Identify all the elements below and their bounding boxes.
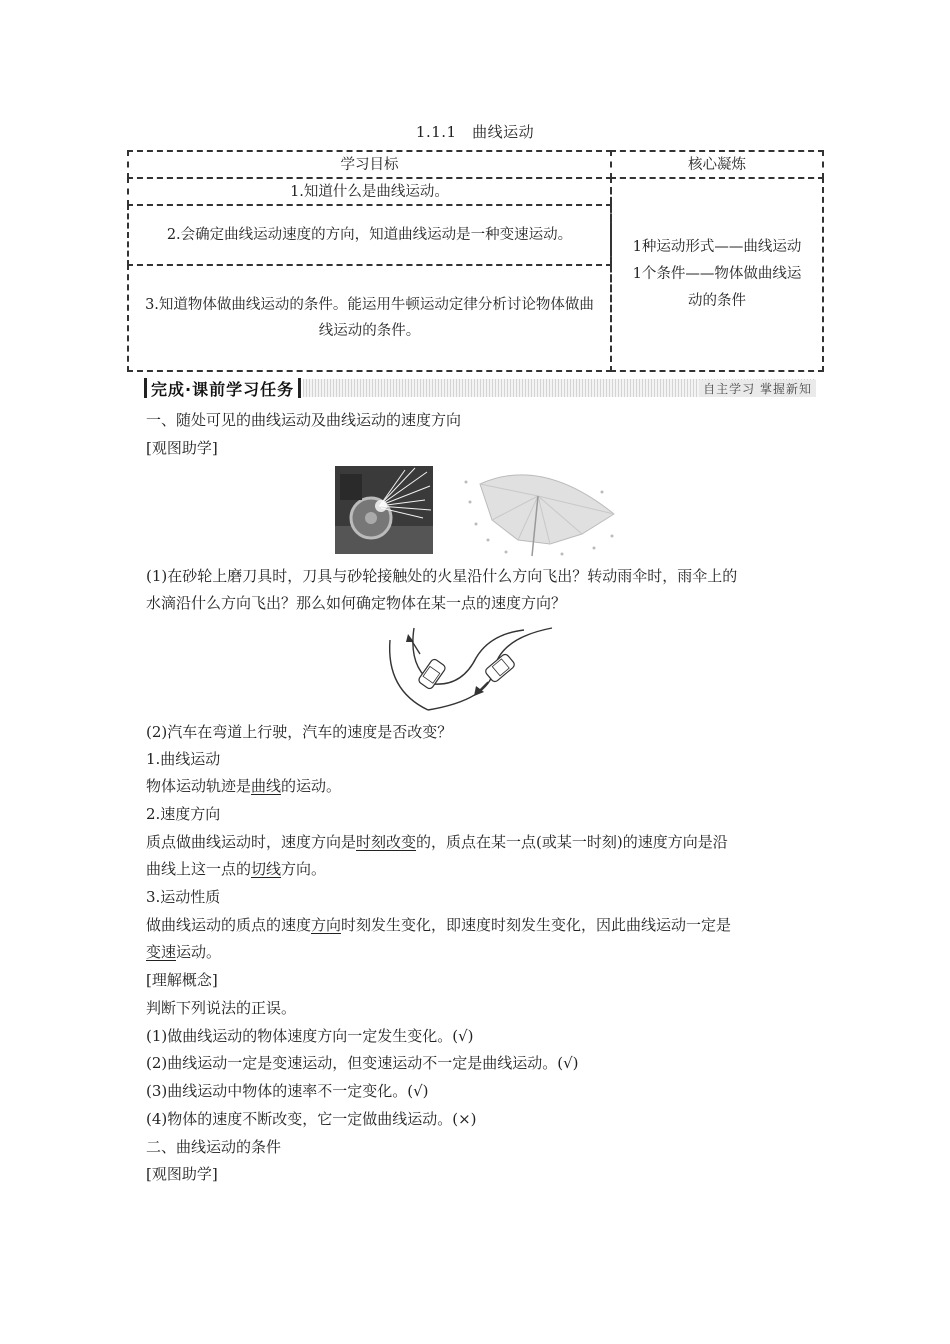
judge-item-4: (4)物体的速度不断改变，它一定做曲线运动。(×) [146, 1110, 477, 1128]
answer-tangent: 切线 [251, 860, 282, 878]
text-span: 的，质点在某一点(或某一时刻)的速度方向是沿 [416, 833, 728, 851]
banner-stripe [303, 379, 816, 397]
judge-intro: 判断下列说法的正误。 [146, 999, 297, 1017]
header-learning-goals: 学习目标 [127, 150, 612, 179]
header-core-summary: 核心凝炼 [610, 150, 824, 179]
judge-item-3: (3)曲线运动中物体的速率不一定变化。(√) [146, 1082, 429, 1100]
answer-variable-speed: 变速 [146, 943, 177, 961]
banner-divider [298, 378, 301, 398]
question-1-line-2: 水滴沿什么方向飞出？那么如何确定物体在某一点的速度方向？ [146, 594, 567, 612]
answer-direction: 方向 [311, 916, 342, 934]
page-title: 1.1.1 曲线运动 [415, 123, 535, 141]
concept-tag: [理解概念] [146, 971, 218, 989]
banner-left-bar [144, 378, 147, 398]
section-banner [144, 377, 816, 399]
text-span: 运动。 [176, 943, 222, 961]
text-span: 做曲线运动的质点的速度 [146, 916, 312, 934]
curved-road-image [384, 626, 554, 714]
point-2-text-line-2 [146, 858, 326, 879]
answer-curve: 曲线 [251, 777, 282, 795]
text-span: 的运动。 [281, 777, 342, 795]
point-3-text-line-1 [146, 914, 731, 935]
objectives-table [127, 150, 824, 372]
banner-title: 完成·课前学习任务 [151, 379, 295, 399]
section-2-heading: 二、曲线运动的条件 [146, 1138, 282, 1156]
objective-3: 3.知道物体做曲线运动的条件。能运用牛顿运动定律分析讨论物体做曲线运动的条件。 [127, 264, 612, 372]
judge-item-1: (1)做曲线运动的物体速度方向一定发生变化。(√) [146, 1027, 474, 1045]
core-summary: 1种运动形式——曲线运动 1个条件——物体做曲线运动的条件 [610, 177, 824, 372]
text-span: 质点做曲线运动时，速度方向是 [146, 833, 357, 851]
banner-right-text: 自主学习 掌握新知 [699, 380, 816, 397]
text-span: 曲线上这一点的 [146, 860, 252, 878]
point-1-title: 1.曲线运动 [146, 750, 221, 768]
view-tag-1: [观图助学] [146, 439, 218, 457]
grinding-wheel-image [335, 466, 433, 554]
section-1-heading: 一、随处可见的曲线运动及曲线运动的速度方向 [146, 411, 462, 429]
objective-2: 2.会确定曲线运动速度的方向，知道曲线运动是一种变速运动。 [127, 204, 612, 266]
judge-item-2: (2)曲线运动一定是变速运动，但变速运动不一定是曲线运动。(√) [146, 1054, 579, 1072]
question-1-line-1: (1)在砂轮上磨刀具时，刀具与砂轮接触处的火星沿什么方向飞出？转动雨伞时，雨伞上的 [146, 567, 738, 585]
text-span: 时刻发生变化，即速度时刻发生变化，因此曲线运动一定是 [341, 916, 732, 934]
umbrella-image [462, 462, 622, 558]
answer-always-changing: 时刻改变 [356, 833, 417, 851]
point-3-title: 3.运动性质 [146, 888, 221, 906]
view-tag-2: [观图助学] [146, 1165, 218, 1183]
point-2-title: 2.速度方向 [146, 805, 221, 823]
text-span: 物体运动轨迹是 [146, 777, 252, 795]
point-1-text [146, 775, 341, 796]
text-span: 方向。 [281, 860, 327, 878]
question-2: (2)汽车在弯道上行驶，汽车的速度是否改变？ [146, 723, 453, 741]
point-3-text-line-2 [146, 941, 221, 962]
point-2-text-line-1 [146, 831, 728, 852]
objective-1: 1.知道什么是曲线运动。 [127, 177, 612, 206]
